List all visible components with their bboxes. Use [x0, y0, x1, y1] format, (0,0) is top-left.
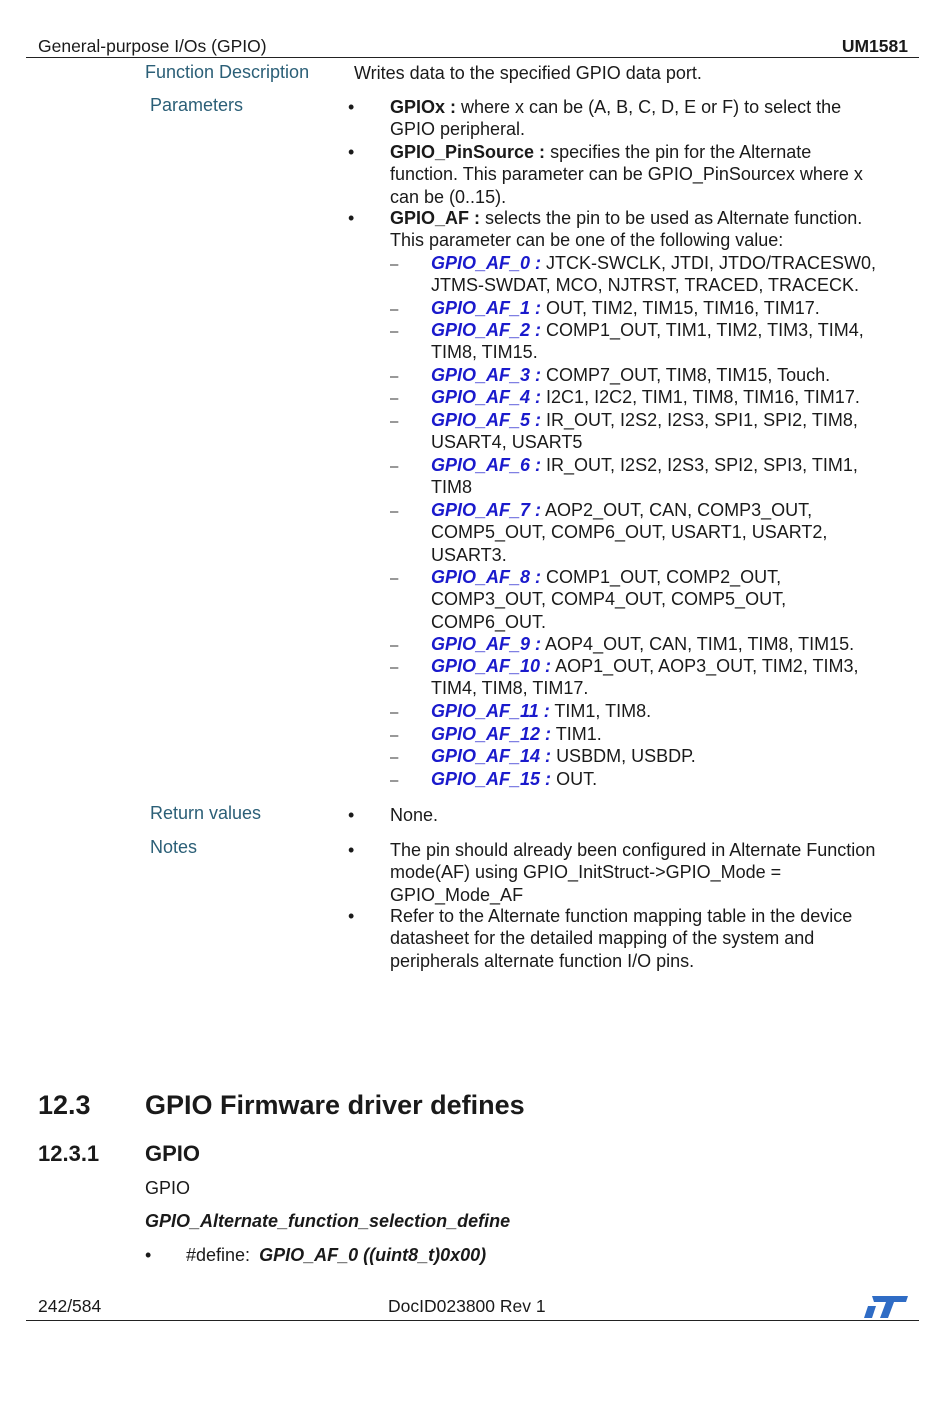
- note-line: GPIO_Mode_AF: [390, 884, 524, 905]
- af-desc: IR_OUT, I2S2, I2S3, SPI2, SPI3, TIM1,: [546, 455, 858, 475]
- af-item: [431, 655, 916, 700]
- af-desc: COMP5_OUT, COMP6_OUT, USART1, USART2,: [431, 522, 828, 543]
- body-gpio-text: GPIO: [145, 1178, 191, 1198]
- note-line: Refer to the Alternate function mapping table in the device: [390, 906, 853, 926]
- af-desc: JTMS-SWDAT, MCO, NJTRST, TRACED, TRACECK.: [431, 275, 860, 296]
- bullet: •: [145, 1245, 152, 1265]
- af-item: [431, 454, 916, 499]
- af-desc: COMP1_OUT, COMP2_OUT,: [546, 567, 782, 587]
- af-desc: TIM8: [431, 477, 473, 498]
- bullet: •: [348, 97, 355, 117]
- param-desc: where x can be (A, B, C, D, E or F) to select the: [461, 97, 842, 117]
- af-key: GPIO_AF_5 :: [431, 410, 542, 430]
- dash: –: [390, 772, 399, 789]
- bullet: •: [348, 208, 355, 228]
- return-value: None.: [390, 805, 439, 825]
- dash: –: [390, 659, 399, 676]
- af-key: GPIO_AF_15 :: [431, 769, 552, 789]
- page-number: 242/584: [38, 1296, 102, 1316]
- af-item: [431, 566, 916, 633]
- define-line: [186, 1245, 486, 1266]
- af-item: [431, 319, 916, 364]
- af-desc: COMP7_OUT, TIM8, TIM15, Touch.: [546, 365, 831, 385]
- dash: –: [390, 503, 399, 520]
- af-item: [431, 700, 916, 722]
- dash: –: [390, 458, 399, 475]
- af-key: GPIO_AF_8 :: [431, 567, 542, 587]
- af-key: GPIO_AF_7 :: [431, 500, 542, 520]
- note-line: The pin should already been configured in Alternate Function: [390, 840, 876, 860]
- af-key: GPIO_AF_12 :: [431, 724, 552, 744]
- dash: –: [390, 390, 399, 407]
- section-title: GPIO Firmware driver defines: [145, 1090, 525, 1120]
- af-desc: COMP1_OUT, TIM1, TIM2, TIM3, TIM4,: [546, 320, 864, 340]
- af-desc: AOP4_OUT, CAN, TIM1, TIM8, TIM15.: [545, 634, 855, 654]
- dash: –: [390, 413, 399, 430]
- af-desc: TIM1.: [555, 724, 602, 744]
- af-key: GPIO_AF_10 :: [431, 656, 552, 676]
- af-desc: JTCK-SWCLK, JTDI, JTDO/TRACESW0,: [546, 253, 877, 273]
- af-desc: COMP3_OUT, COMP4_OUT, COMP5_OUT,: [431, 589, 787, 610]
- dash: –: [390, 749, 399, 766]
- af-desc: AOP2_OUT, CAN, COMP3_OUT,: [545, 500, 813, 520]
- note-line: datasheet for the detailed mapping of the system and: [390, 928, 815, 949]
- af-desc: OUT, TIM2, TIM15, TIM16, TIM17.: [546, 298, 820, 318]
- af-key: GPIO_AF_1 :: [431, 298, 542, 318]
- param-desc: specifies the pin for the Alternate: [550, 142, 812, 162]
- param-desc: function. This parameter can be GPIO_PinSourcex where x: [390, 164, 863, 185]
- af-desc: USART4, USART5: [431, 432, 583, 453]
- param-gpio-af: [390, 207, 915, 252]
- doc-revision: DocID023800 Rev 1: [388, 1296, 546, 1316]
- bullet: •: [348, 906, 355, 926]
- header-doc-id: UM1581: [841, 36, 908, 56]
- param-desc: This parameter can be one of the following value:: [390, 230, 784, 251]
- param-desc: selects the pin to be used as Alternate function.: [485, 208, 863, 228]
- dash: –: [390, 570, 399, 587]
- dash: –: [390, 301, 399, 318]
- param-key: GPIO_AF :: [390, 208, 481, 228]
- dash: –: [390, 637, 399, 654]
- af-desc: I2C1, I2C2, TIM1, TIM8, TIM16, TIM17.: [546, 387, 860, 407]
- af-desc: IR_OUT, I2S2, I2S3, SPI1, SPI2, TIM8,: [546, 410, 858, 430]
- param-desc: can be (0..15).: [390, 186, 507, 207]
- define-value: GPIO_AF_0 ((uint8_t)0x00): [259, 1245, 487, 1265]
- af-key: GPIO_AF_3 :: [431, 365, 542, 385]
- af-key: GPIO_AF_6 :: [431, 455, 542, 475]
- af-item: [431, 499, 916, 566]
- af-item: [431, 633, 916, 655]
- dash: –: [390, 727, 399, 744]
- function-description-label: Function Description: [145, 62, 310, 82]
- af-item: [431, 745, 916, 767]
- header-section-title: General-purpose I/Os (GPIO): [38, 36, 267, 56]
- define-prefix: #define:: [186, 1245, 251, 1265]
- subsection-title: GPIO: [145, 1141, 201, 1166]
- footer-rule: [26, 1320, 919, 1321]
- dash: –: [390, 323, 399, 340]
- af-item: [431, 297, 916, 319]
- notes-label: Notes: [150, 837, 198, 857]
- af-item: [431, 409, 916, 454]
- return-values-label: Return values: [150, 803, 262, 823]
- af-key: GPIO_AF_2 :: [431, 320, 542, 340]
- af-item: [431, 386, 916, 408]
- note-line: mode(AF) using GPIO_InitStruct->GPIO_Mode =: [390, 862, 782, 883]
- dash: –: [390, 704, 399, 721]
- af-key: GPIO_AF_0 :: [431, 253, 542, 273]
- note-item: [390, 905, 915, 972]
- parameters-label: Parameters: [150, 95, 244, 115]
- bullet: •: [348, 142, 355, 162]
- section-number: 12.3: [38, 1090, 91, 1120]
- af-key: GPIO_AF_9 :: [431, 634, 542, 654]
- header-rule: [26, 57, 919, 58]
- af-item: [431, 252, 916, 297]
- param-desc: GPIO peripheral.: [390, 119, 526, 140]
- bullet: •: [348, 805, 355, 825]
- param-pinsource: [390, 141, 915, 208]
- dash: –: [390, 256, 399, 273]
- note-line: peripherals alternate function I/O pins.: [390, 950, 695, 971]
- note-item: [390, 839, 915, 906]
- af-desc: TIM4, TIM8, TIM17.: [431, 678, 589, 699]
- af-desc: TIM1, TIM8.: [554, 701, 652, 721]
- bullet: •: [348, 840, 355, 860]
- af-desc: AOP1_OUT, AOP3_OUT, TIM2, TIM3,: [555, 656, 859, 676]
- dash: –: [390, 368, 399, 385]
- st-logo-icon: [864, 1294, 908, 1320]
- af-item: [431, 768, 916, 790]
- af-desc: TIM8, TIM15.: [431, 342, 538, 363]
- param-gpiox: [390, 96, 915, 141]
- af-key: GPIO_AF_14 :: [431, 746, 552, 766]
- af-item: [431, 723, 916, 745]
- af-item: [431, 364, 916, 386]
- af-desc: USART3.: [431, 544, 507, 565]
- define-group-name: GPIO_Alternate_function_selection_define: [145, 1211, 511, 1231]
- af-desc: OUT.: [556, 769, 598, 789]
- af-desc: USBDM, USBDP.: [556, 746, 696, 766]
- af-desc: COMP6_OUT.: [431, 611, 547, 632]
- param-key: GPIOx :: [390, 97, 457, 117]
- af-key: GPIO_AF_11 :: [431, 701, 550, 721]
- af-key: GPIO_AF_4 :: [431, 387, 542, 407]
- param-key: GPIO_PinSource :: [390, 142, 546, 162]
- function-description-text: Writes data to the specified GPIO data port.: [354, 63, 702, 83]
- subsection-number: 12.3.1: [38, 1141, 100, 1166]
